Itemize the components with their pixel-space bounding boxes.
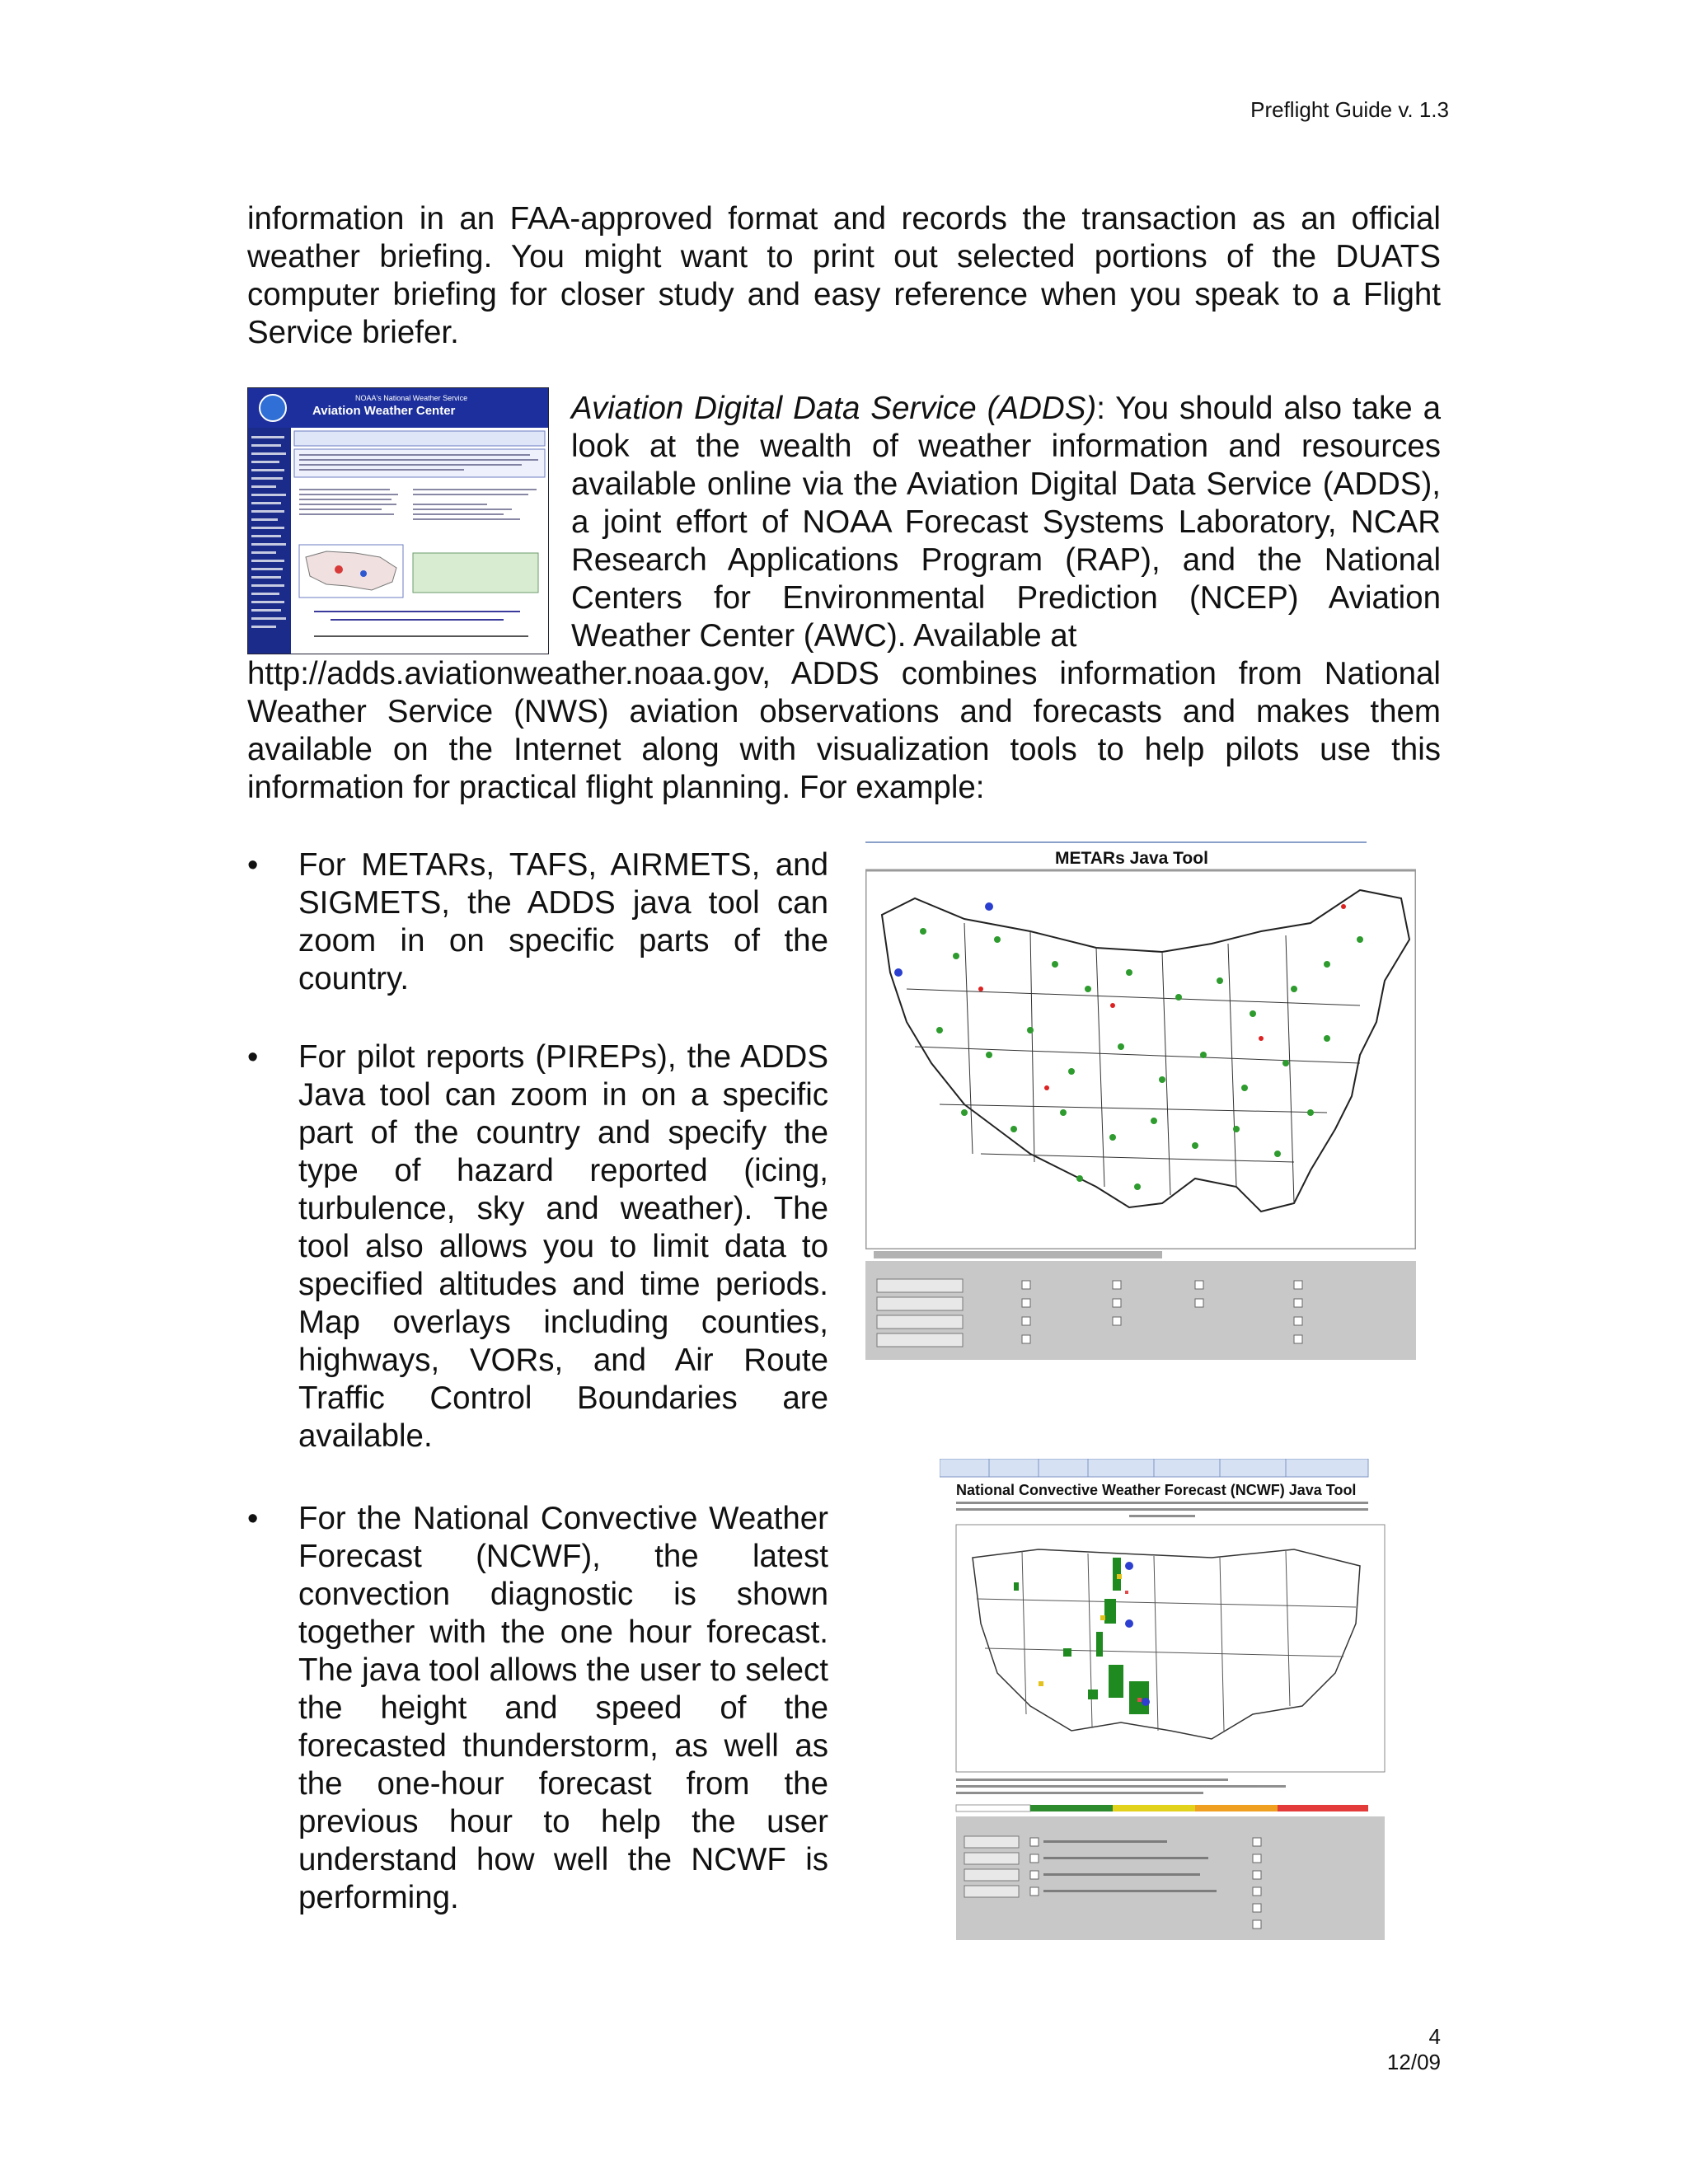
bullet-dot: • (247, 1040, 259, 1075)
ncwf-java-tool-figure (940, 1459, 1401, 1961)
awc-title-label: Aviation Weather Center (312, 404, 456, 418)
paragraph-adds-intro (571, 390, 1441, 655)
page-number: 4 (1428, 2024, 1441, 2049)
adds-title: Aviation Digital Data Service (ADDS) (571, 391, 1097, 426)
awc-website-image (248, 388, 548, 654)
ncwf-map-image (940, 1459, 1401, 1961)
page-date: 12/09 (1386, 2050, 1441, 2074)
adds-intro-text: : You should also take a look at the wealth of weather information and resources available online via the Aviation Digital Data Service (ADDS), a joint effort of NOAA Forecast Systems Laboratory, NCAR Research Applications Program (RAP), and the National Centers for Environmental Prediction (NCEP) Aviation Weather Center (AWC). Available at (571, 391, 1441, 654)
awc-org-label: NOAA's National Weather Service (355, 394, 468, 402)
ncwf-figure-title: National Convective Weather Forecast (NCWF) Java Tool (956, 1482, 1357, 1498)
page-footer (1387, 2024, 1441, 2075)
paragraph-duats: information in an FAA-approved format and records the transaction as an official weather briefing. You might want to print out selected portions of the DUATS computer briefing for closer study and easy reference when you speak to a Flight Service briefer. (247, 201, 1441, 350)
metars-figure-title: METARs Java Tool (1055, 849, 1208, 868)
bullet-text: For METARs, TAFS, AIRMETS, and SIGMETS, the ADDS java tool can zoom in on specific parts of the country. (298, 847, 828, 996)
page-header: Preflight Guide v. 1.3 (1250, 97, 1449, 122)
bullet-text: For the National Convective Weather Forecast (NCWF), the latest convection diagnostic is shown together with the one hour forecast. The java tool allows the user to select the height and speed of the forecasted thunderstorm, as well as the one-hour forecast from the previous hour to help the user understand how well the NCWF is performing. (298, 1501, 828, 1915)
metars-map-image (865, 841, 1416, 1360)
paragraph-adds-continuation: http://adds.aviationweather.noaa.gov, ADDS combines information from National Weather Service (NWS) aviation observations and forecasts and makes them available on the Internet along with visualization tools to help pilots use this information for practical flight planning. For example: (247, 656, 1441, 805)
metars-java-tool-figure (865, 841, 1416, 1360)
bullet-dot: • (247, 1502, 259, 1536)
awc-website-thumbnail (247, 387, 549, 654)
bullet-dot: • (247, 848, 259, 883)
bullet-item-ncwf (247, 1500, 828, 1917)
bullet-item-metars (247, 846, 828, 998)
bullet-item-pireps (247, 1038, 828, 1455)
bullet-text: For pilot reports (PIREPs), the ADDS Java tool can zoom in on a specific part of the country and specify the type of hazard reported (icing, turbulence, sky and weather). The tool also allows you to limit data to specified altitudes and time periods. Map overlays including counties, highways, VORs, and Air Route Traffic Control Boundaries are available. (298, 1039, 828, 1454)
